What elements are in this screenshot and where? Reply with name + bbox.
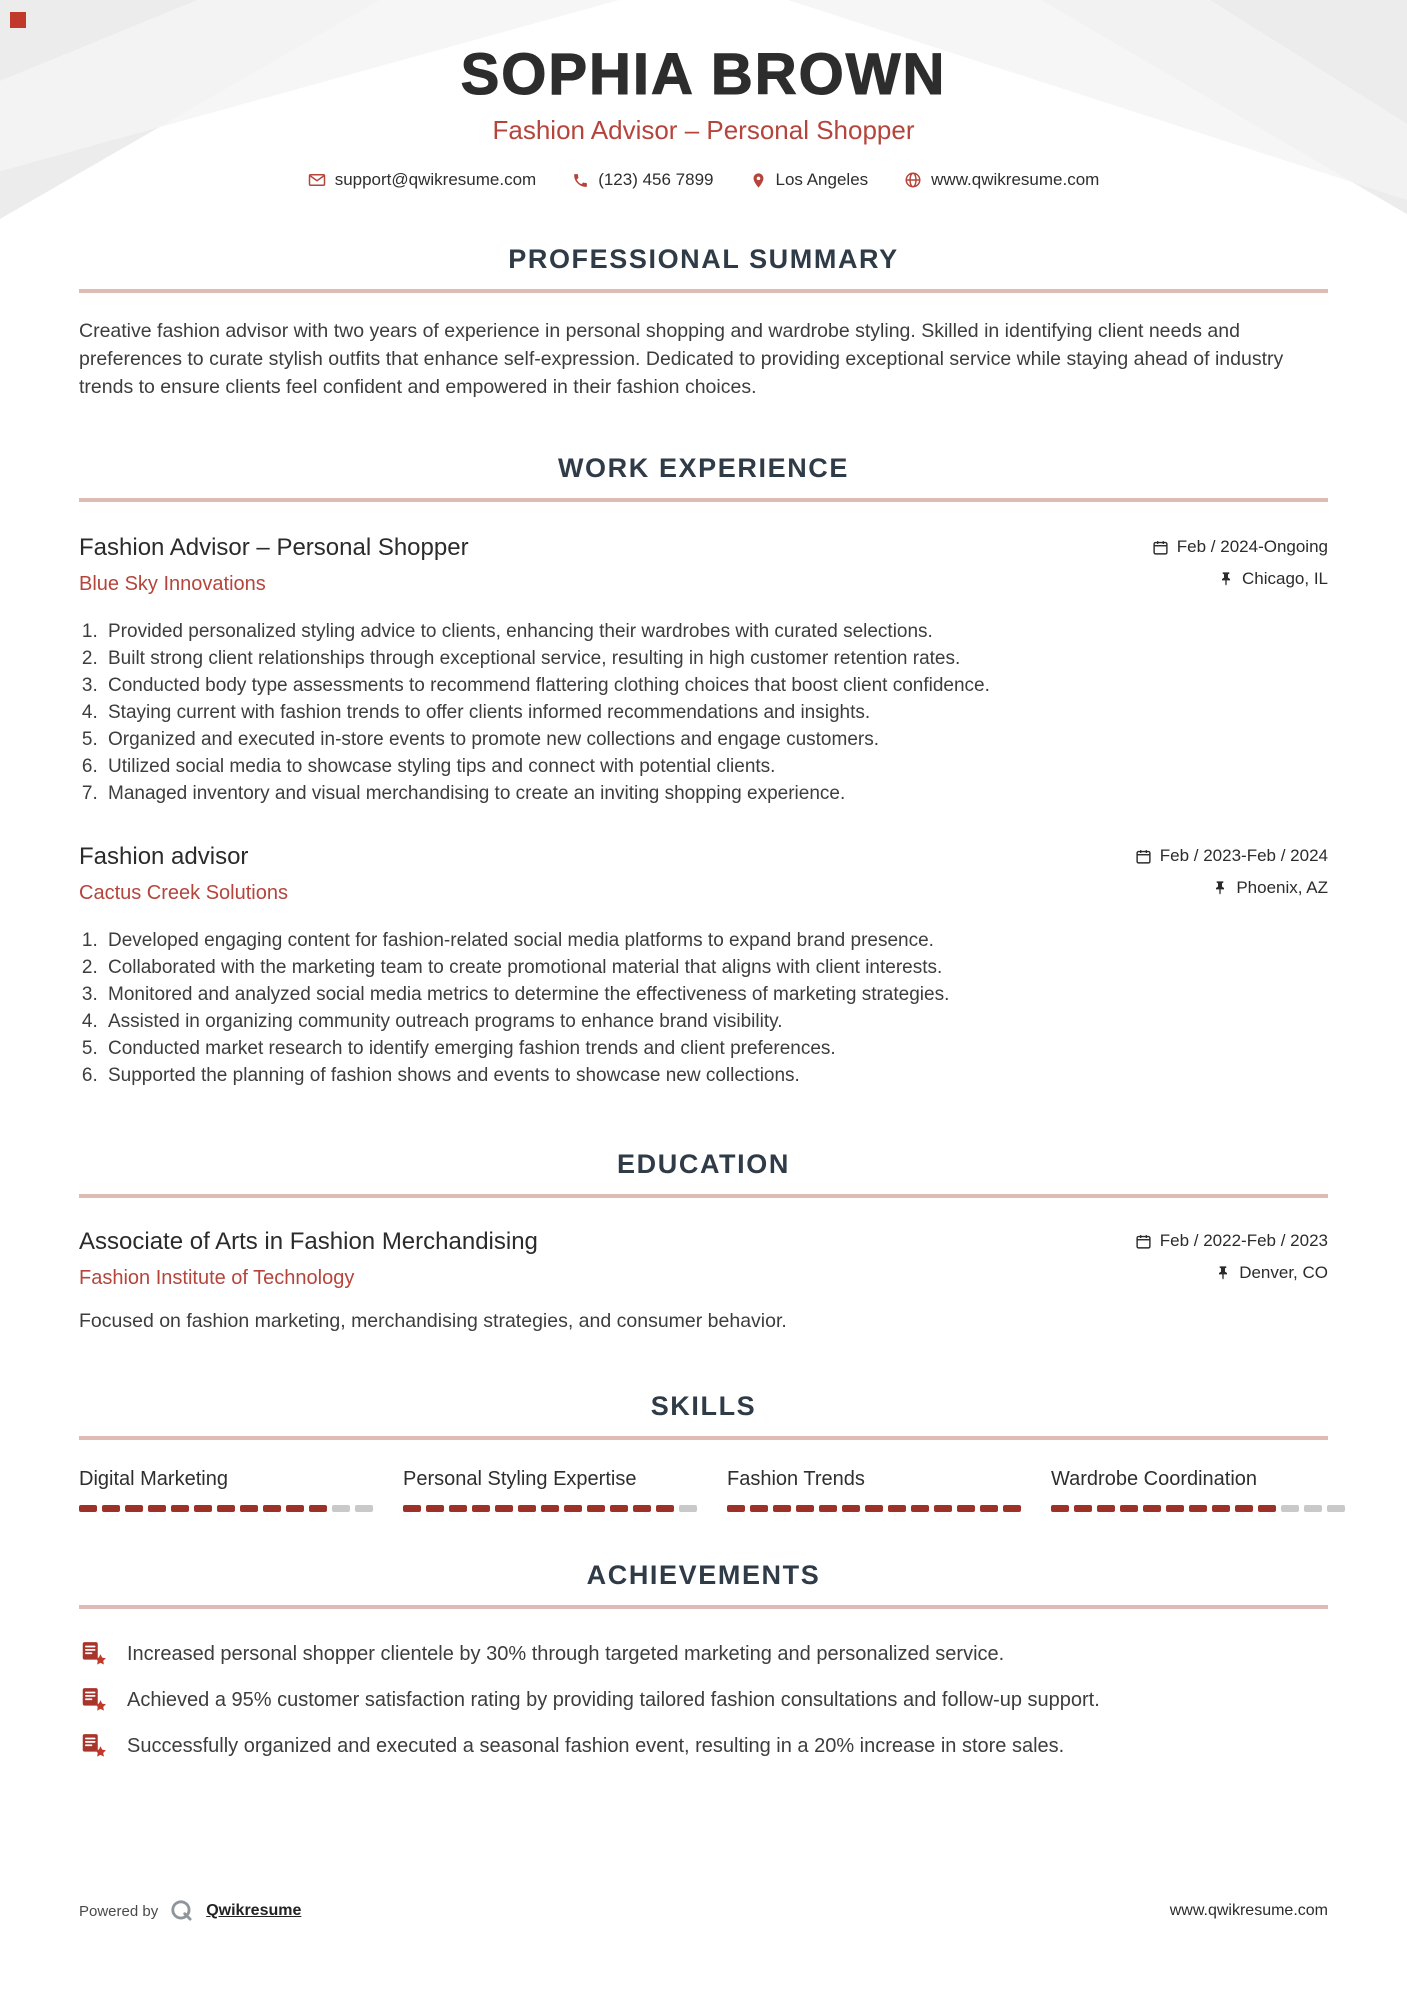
bullet-item: 3. Monitored and analyzed social media metrics to determine the effectiveness of marketing strategies. — [103, 981, 1328, 1008]
bullet-item: 1. Developed engaging content for fashion-related social media platforms to expand brand presence. — [103, 927, 1328, 954]
skill-name: Digital Marketing — [79, 1468, 228, 1490]
skill-dash — [472, 1505, 490, 1512]
skill-dash — [819, 1505, 837, 1512]
footer-branding — [79, 1898, 301, 1924]
school-name: Fashion Institute of Technology — [79, 1267, 355, 1289]
skill-name: Wardrobe Coordination — [1051, 1468, 1258, 1490]
skill-dash — [980, 1505, 998, 1512]
pushpin-icon — [1212, 880, 1228, 896]
job-title-block — [79, 534, 469, 596]
section-divider — [79, 1436, 1328, 1440]
achievement-text: Achieved a 95% customer satisfaction rating by providing tailored fashion consultations and follow-up support. — [127, 1689, 1100, 1711]
section-achievements — [79, 1560, 1328, 1761]
education-title-block — [79, 1228, 538, 1290]
skill-level-bar — [403, 1505, 697, 1512]
bullet-item: 2. Collaborated with the marketing team to create promotional material that aligns with client interests. — [103, 954, 1328, 981]
job-dates — [1135, 846, 1328, 866]
bullet-item: 6. Utilized social media to showcase styling tips and connect with potential clients. — [103, 753, 1328, 780]
skill-dash — [656, 1505, 674, 1512]
skill-dash — [1120, 1505, 1138, 1512]
skill-dash — [495, 1505, 513, 1512]
skill-dash — [1143, 1505, 1161, 1512]
skill-dash — [332, 1505, 350, 1512]
phone-icon — [572, 172, 589, 189]
skill-dash — [1003, 1505, 1021, 1512]
skill-dash — [1258, 1505, 1276, 1512]
award-ribbon-icon — [79, 1639, 109, 1669]
skill-dash — [934, 1505, 952, 1512]
section-education — [79, 1149, 1328, 1335]
job-location-text: Chicago, IL — [1242, 569, 1328, 588]
location-pin-icon — [750, 172, 767, 189]
section-summary — [79, 244, 1328, 401]
education-header — [79, 1228, 1328, 1290]
contact-email[interactable] — [308, 170, 537, 190]
award-ribbon-icon — [79, 1731, 109, 1761]
bullet-item: 5. Organized and executed in-store events to promote new collections and engage customers. — [103, 726, 1328, 753]
bullet-item: 4. Staying current with fashion trends to offer clients informed recommendations and insights. — [103, 699, 1328, 726]
skill-dash — [1327, 1505, 1345, 1512]
achievements-list — [79, 1639, 1328, 1761]
skills-grid — [79, 1468, 1328, 1512]
skill-dash — [125, 1505, 143, 1512]
skill-dash — [1281, 1505, 1299, 1512]
resume-header — [0, 0, 1407, 200]
skill-dash — [750, 1505, 768, 1512]
job-company: Cactus Creek Solutions — [79, 882, 288, 904]
candidate-name: SOPHIA BROWN — [460, 42, 947, 107]
section-skills — [79, 1391, 1328, 1512]
job-title: Fashion advisor — [79, 843, 249, 870]
job-dates — [1152, 537, 1328, 557]
skill-dash — [1304, 1505, 1322, 1512]
skill-dash — [403, 1505, 421, 1512]
skill-dash — [1074, 1505, 1092, 1512]
envelope-icon — [308, 171, 326, 189]
skill-level-bar — [79, 1505, 373, 1512]
bullet-item: 6. Supported the planning of fashion shows and events to showcase new collections. — [103, 1062, 1328, 1089]
skill-dash — [957, 1505, 975, 1512]
skill-dash — [1235, 1505, 1253, 1512]
skill-dash — [148, 1505, 166, 1512]
education-location — [1215, 1263, 1328, 1283]
corner-mark — [10, 12, 26, 28]
skill-level-bar — [727, 1505, 1021, 1512]
skill-dash — [240, 1505, 258, 1512]
degree-title: Associate of Arts in Fashion Merchandising — [79, 1228, 538, 1255]
bullet-list — [103, 927, 1328, 1089]
skill-dash — [171, 1505, 189, 1512]
globe-icon — [904, 171, 922, 189]
job-header — [79, 534, 1328, 596]
contact-phone-text: (123) 456 7899 — [598, 170, 714, 189]
contact-location — [750, 170, 869, 190]
brand-link[interactable]: Qwikresume — [206, 1902, 302, 1919]
skill-dash — [727, 1505, 745, 1512]
skill-dash — [102, 1505, 120, 1512]
skill-dash — [355, 1505, 373, 1512]
skill-dash — [587, 1505, 605, 1512]
skill-dash — [309, 1505, 327, 1512]
bullet-item: 4. Assisted in organizing community outreach programs to enhance brand visibility. — [103, 1008, 1328, 1035]
page-footer — [79, 1898, 1328, 1924]
contact-email-text: support@qwikresume.com — [334, 170, 537, 189]
bullet-item: 1. Provided personalized styling advice to clients, enhancing their wardrobes with curated selections. — [103, 618, 1328, 645]
candidate-title: Fashion Advisor – Personal Shopper — [492, 115, 915, 145]
skill-dash — [796, 1505, 814, 1512]
skill-dash — [564, 1505, 582, 1512]
bullet-item: 3. Conducted body type assessments to recommend flattering clothing choices that boost client confidence. — [103, 672, 1328, 699]
skill-dash — [1212, 1505, 1230, 1512]
section-divider — [79, 1605, 1328, 1609]
skill-name: Fashion Trends — [727, 1468, 865, 1490]
skill-item — [727, 1468, 1021, 1512]
skill-dash — [217, 1505, 235, 1512]
skill-dash — [773, 1505, 791, 1512]
skill-item — [403, 1468, 697, 1512]
resume-body — [0, 244, 1407, 1761]
summary-text: Creative fashion advisor with two years of experience in personal shopping and wardrobe styling. Skilled in identifying client needs and preferences to curate stylish outfits that enhance self-expression. Dedicated to providing exceptional service while staying ahead of industry trends to ensure clients feel confident and empowered in their fashion choices. — [79, 320, 1284, 398]
skill-dash — [888, 1505, 906, 1512]
job-header — [79, 843, 1328, 905]
section-divider — [79, 1194, 1328, 1198]
skill-dash — [1097, 1505, 1115, 1512]
calendar-icon — [1152, 539, 1169, 556]
contact-row — [0, 170, 1407, 190]
pushpin-icon — [1218, 571, 1234, 587]
job-location — [1212, 878, 1328, 898]
calendar-icon — [1135, 848, 1152, 865]
bullet-item: 5. Conducted market research to identify emerging fashion trends and client preferences. — [103, 1035, 1328, 1062]
skill-dash — [286, 1505, 304, 1512]
job-title: Fashion Advisor – Personal Shopper — [79, 534, 469, 561]
skill-dash — [263, 1505, 281, 1512]
calendar-icon — [1135, 1233, 1152, 1250]
contact-website-text: www.qwikresume.com — [931, 170, 1100, 189]
education-entry — [79, 1228, 1328, 1335]
skill-dash — [541, 1505, 559, 1512]
skill-dash — [610, 1505, 628, 1512]
award-ribbon-icon — [79, 1685, 109, 1715]
education-heading: EDUCATION — [617, 1149, 790, 1179]
skill-item — [79, 1468, 373, 1512]
achievement-item — [79, 1731, 1328, 1761]
skill-item — [1051, 1468, 1345, 1512]
achievement-text: Successfully organized and executed a seasonal fashion event, resulting in a 20% increase in store sales. — [127, 1735, 1065, 1757]
job-entry — [79, 843, 1328, 1089]
experience-heading: WORK EXPERIENCE — [557, 453, 850, 483]
contact-location-text: Los Angeles — [775, 170, 869, 189]
bullet-item: 7. Managed inventory and visual merchandising to create an inviting shopping experience. — [103, 780, 1328, 807]
skill-dash — [194, 1505, 212, 1512]
education-location-text: Denver, CO — [1239, 1263, 1328, 1282]
job-dates-text: Feb / 2024-Ongoing — [1176, 537, 1328, 556]
bullet-list — [103, 618, 1328, 807]
achievement-item — [79, 1639, 1328, 1669]
skill-dash — [911, 1505, 929, 1512]
skill-dash — [865, 1505, 883, 1512]
skill-name: Personal Styling Expertise — [403, 1468, 637, 1490]
education-meta — [1135, 1228, 1328, 1283]
skill-dash — [518, 1505, 536, 1512]
education-description: Focused on fashion marketing, merchandising strategies, and consumer behavior. — [79, 1310, 787, 1332]
achievement-item — [79, 1685, 1328, 1715]
skill-dash — [1166, 1505, 1184, 1512]
section-divider — [79, 289, 1328, 293]
header-content — [0, 42, 1407, 190]
skills-heading: SKILLS — [650, 1391, 757, 1421]
qwikresume-logo — [169, 1898, 195, 1924]
job-meta — [1135, 843, 1328, 898]
skill-dash — [1051, 1505, 1069, 1512]
contact-website[interactable] — [904, 170, 1099, 190]
job-entry — [79, 534, 1328, 807]
achievement-text: Increased personal shopper clientele by 30% through targeted marketing and personalized service. — [127, 1643, 1005, 1665]
education-dates — [1135, 1231, 1328, 1251]
job-company: Blue Sky Innovations — [79, 573, 266, 595]
skill-dash — [449, 1505, 467, 1512]
skill-dash — [633, 1505, 651, 1512]
skill-dash — [1189, 1505, 1207, 1512]
job-location-text: Phoenix, AZ — [1236, 878, 1328, 897]
job-meta — [1152, 534, 1328, 589]
education-dates-text: Feb / 2022-Feb / 2023 — [1159, 1231, 1328, 1250]
skill-dash — [79, 1505, 97, 1512]
section-experience — [79, 453, 1328, 1089]
skill-dash — [426, 1505, 444, 1512]
job-location — [1218, 569, 1328, 589]
achievements-heading: ACHIEVEMENTS — [586, 1560, 821, 1590]
job-title-block — [79, 843, 288, 905]
powered-by-label: Powered by — [79, 1902, 159, 1920]
skill-level-bar — [1051, 1505, 1345, 1512]
job-dates-text: Feb / 2023-Feb / 2024 — [1159, 846, 1328, 865]
section-divider — [79, 498, 1328, 502]
footer-url[interactable]: www.qwikresume.com — [1169, 1902, 1328, 1919]
skill-dash — [842, 1505, 860, 1512]
contact-phone[interactable] — [572, 170, 713, 190]
summary-heading: PROFESSIONAL SUMMARY — [508, 244, 899, 274]
skill-dash — [679, 1505, 697, 1512]
bullet-item: 2. Built strong client relationships through exceptional service, resulting in high customer retention rates. — [103, 645, 1328, 672]
pushpin-icon — [1215, 1265, 1231, 1281]
